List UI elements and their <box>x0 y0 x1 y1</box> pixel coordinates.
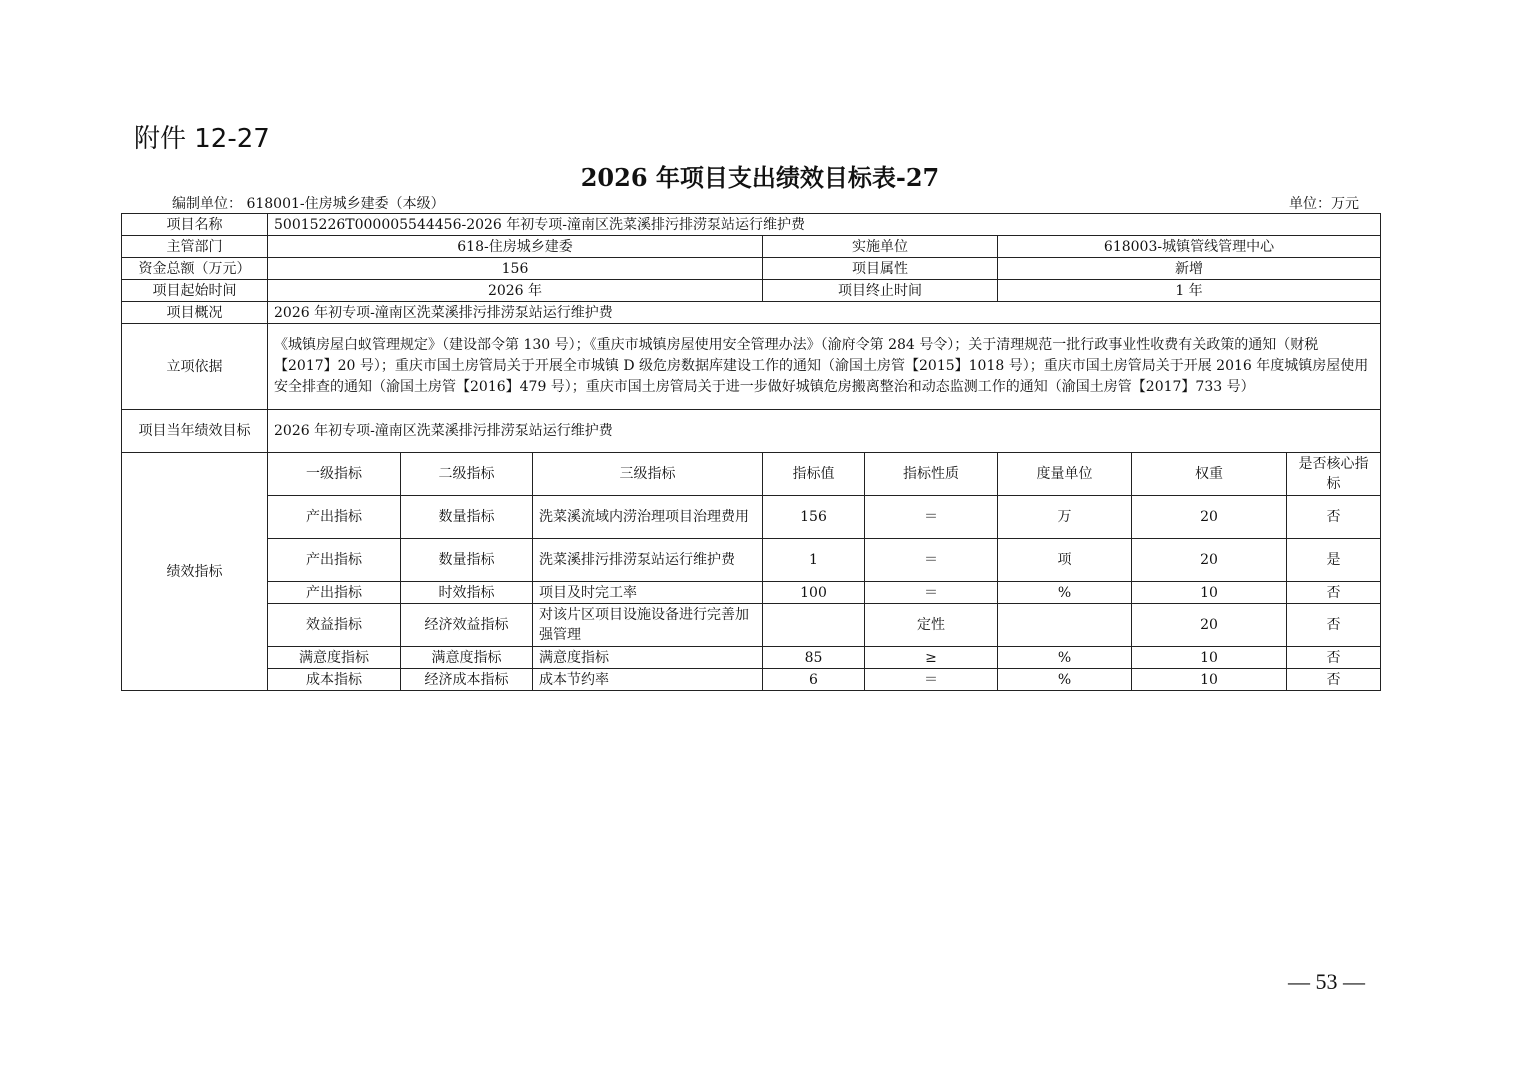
end-time-label: 项目终止时间 <box>763 280 998 302</box>
page-title: 2026 年项目支出绩效目标表-27 <box>580 163 940 192</box>
weight-cell: 20 <box>1132 496 1287 539</box>
weight-cell: 10 <box>1132 669 1287 691</box>
unit-cell: % <box>998 669 1132 691</box>
nature-cell: ＝ <box>865 669 998 691</box>
level1-cell: 满意度指标 <box>268 647 401 669</box>
impl-unit-value: 618003-城镇管线管理中心 <box>998 236 1381 258</box>
table-row <box>122 647 1381 669</box>
level2-cell: 时效指标 <box>401 582 533 604</box>
perf-indicator-label: 绩效指标 <box>122 453 268 691</box>
value-cell: 100 <box>763 582 865 604</box>
overview-value: 2026 年初专项-潼南区洗菜溪排污排涝泵站运行维护费 <box>268 302 1381 324</box>
project-attr-value: 新增 <box>998 258 1381 280</box>
core-cell: 否 <box>1287 604 1381 647</box>
project-attr-label: 项目属性 <box>763 258 998 280</box>
core-cell: 否 <box>1287 669 1381 691</box>
page-number: — 53 — <box>1288 969 1365 994</box>
project-name-label: 项目名称 <box>122 214 268 236</box>
header-cell: 指标值 <box>763 453 865 496</box>
unit-cell: % <box>998 582 1132 604</box>
value-cell: 6 <box>763 669 865 691</box>
dept-label: 主管部门 <box>122 236 268 258</box>
level2-cell: 经济效益指标 <box>401 604 533 647</box>
level1-cell: 成本指标 <box>268 669 401 691</box>
unit-cell: % <box>998 647 1132 669</box>
header-cell: 度量单位 <box>998 453 1132 496</box>
value-cell <box>763 604 865 647</box>
core-cell: 否 <box>1287 582 1381 604</box>
impl-unit-label: 实施单位 <box>763 236 998 258</box>
header-cell: 指标性质 <box>865 453 998 496</box>
weight-cell: 10 <box>1132 582 1287 604</box>
basis-label: 立项依据 <box>122 324 268 410</box>
start-time-label: 项目起始时间 <box>122 280 268 302</box>
core-cell: 否 <box>1287 496 1381 539</box>
end-time-value: 1 年 <box>998 280 1381 302</box>
level2-cell: 数量指标 <box>401 539 533 582</box>
goal-label: 项目当年绩效目标 <box>122 410 268 453</box>
level3-cell: 项目及时完工率 <box>533 582 763 604</box>
table-row <box>122 496 1381 539</box>
level2-cell: 满意度指标 <box>401 647 533 669</box>
weight-cell: 10 <box>1132 647 1287 669</box>
header-cell: 一级指标 <box>268 453 401 496</box>
unit-cell: 万 <box>998 496 1132 539</box>
nature-cell: 定性 <box>865 604 998 647</box>
level1-cell: 产出指标 <box>268 582 401 604</box>
level2-cell: 经济成本指标 <box>401 669 533 691</box>
fund-label: 资金总额（万元） <box>122 258 268 280</box>
core-cell: 是 <box>1287 539 1381 582</box>
basis-value: 《城镇房屋白蚁管理规定》（建设部令第 130 号）；《重庆市城镇房屋使用安全管理办法》（渝府令第 284 号令）；关于清理规范一批行政事业性收费有关政策的通知（财税【2017】20 号）；重庆市国土房管局关于开展全市城镇 D 级危房数据库建设工作的通知（渝国土房管【2015】1018 号）；重庆市国土房管局关于开展 2016 年度城镇房屋使用安全排查的通知（渝国土房管【2016】479 号）；重庆市国土房管局关于进一步做好城镇危房搬离整治和动态监测工作的通知（渝国土房管【2017】733 号） <box>268 324 1381 410</box>
unit-cell: 项 <box>998 539 1132 582</box>
core-cell: 否 <box>1287 647 1381 669</box>
dept-value: 618-住房城乡建委 <box>268 236 763 258</box>
start-time-value: 2026 年 <box>268 280 763 302</box>
value-cell: 1 <box>763 539 865 582</box>
level2-cell: 数量指标 <box>401 496 533 539</box>
table-row <box>122 669 1381 691</box>
value-cell: 85 <box>763 647 865 669</box>
project-name-value: 50015226T000005544456-2026 年初专项-潼南区洗菜溪排污排涝泵站运行维护费 <box>268 214 1381 236</box>
header-cell: 三级指标 <box>533 453 763 496</box>
weight-cell: 20 <box>1132 539 1287 582</box>
overview-label: 项目概况 <box>122 302 268 324</box>
level1-cell: 产出指标 <box>268 539 401 582</box>
table-row <box>122 582 1381 604</box>
level1-cell: 效益指标 <box>268 604 401 647</box>
currency-unit: 单位：万元 <box>1289 196 1359 212</box>
level1-cell: 产出指标 <box>268 496 401 539</box>
weight-cell: 20 <box>1132 604 1287 647</box>
attachment-label: 附件 12-27 <box>134 124 270 154</box>
level3-cell: 对该片区项目设施设备进行完善加强管理 <box>533 604 763 647</box>
nature-cell: ＝ <box>865 582 998 604</box>
header-cell: 权重 <box>1132 453 1287 496</box>
fund-value: 156 <box>268 258 763 280</box>
goal-value: 2026 年初专项-潼南区洗菜溪排污排涝泵站运行维护费 <box>268 410 1381 453</box>
table-row <box>122 604 1381 647</box>
performance-target-table <box>121 213 1381 691</box>
unit-cell <box>998 604 1132 647</box>
header-cell: 是否核心指标 <box>1287 453 1381 496</box>
compiling-unit: 编制单位： 618001-住房城乡建委（本级） <box>172 196 445 212</box>
level3-cell: 成本节约率 <box>533 669 763 691</box>
header-cell: 二级指标 <box>401 453 533 496</box>
nature-cell: ＝ <box>865 539 998 582</box>
value-cell: 156 <box>763 496 865 539</box>
nature-cell: ＝ <box>865 496 998 539</box>
level3-cell: 洗菜溪流域内涝治理项目治理费用 <box>533 496 763 539</box>
level3-cell: 满意度指标 <box>533 647 763 669</box>
table-row <box>122 539 1381 582</box>
level3-cell: 洗菜溪排污排涝泵站运行维护费 <box>533 539 763 582</box>
nature-cell: ≥ <box>865 647 998 669</box>
